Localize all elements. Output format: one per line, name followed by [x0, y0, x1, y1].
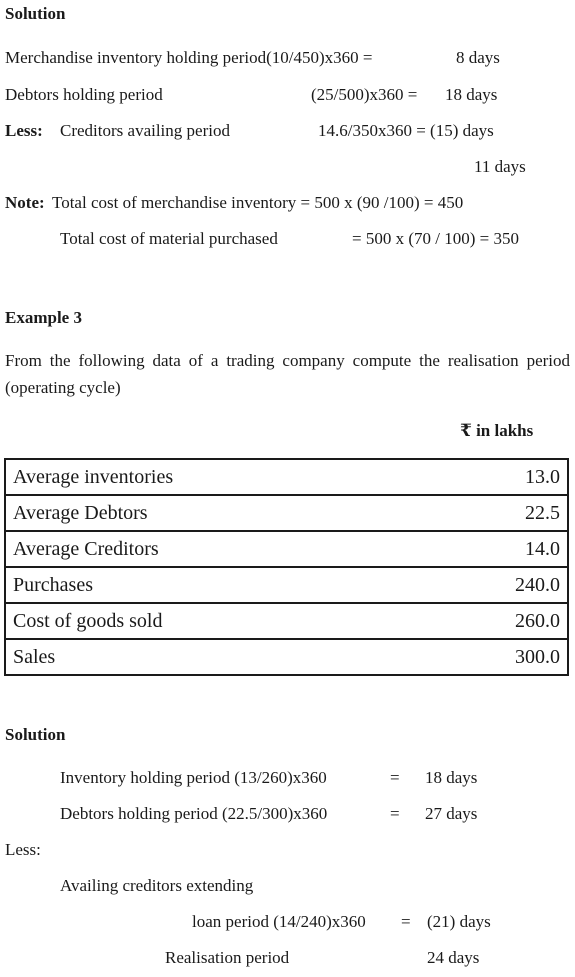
- row-label: Purchases: [5, 567, 433, 603]
- example-text: From the following data of a trading company compute the realisation period (operating cycle): [5, 351, 570, 397]
- row-label: Sales: [5, 639, 433, 675]
- inventory-holding-value: 18 days: [425, 768, 478, 787]
- inventory-holding-label: Inventory holding period (13/260)x360: [60, 768, 327, 787]
- table-row: [5, 603, 568, 639]
- net-days-value: 11 days: [474, 157, 526, 176]
- equals-sign: =: [390, 804, 400, 823]
- debtors-holding-value: 18 days: [445, 85, 498, 104]
- row-value: 240.0: [433, 567, 568, 603]
- availing-creditors-label: Availing creditors extending: [60, 876, 254, 895]
- less-label: Less:: [5, 840, 41, 859]
- debtors-holding-formula: (25/500)x360 =: [311, 85, 418, 104]
- note-line-1: Total cost of merchandise inventory = 500 x (90 /100) = 450: [52, 193, 464, 212]
- less-label: Less:: [5, 121, 43, 140]
- loan-period-value: (21) days: [427, 912, 491, 931]
- realisation-period-label: Realisation period: [165, 948, 290, 967]
- data-table: [4, 458, 569, 676]
- row-label: Average Debtors: [5, 495, 433, 531]
- row-value: 300.0: [433, 639, 568, 675]
- table-row: [5, 459, 568, 495]
- inventory-holding-label: Merchandise inventory holding period(10/450)x360 =: [5, 48, 373, 67]
- table-row: [5, 639, 568, 675]
- row-value: 22.5: [433, 495, 568, 531]
- creditors-availing-formula: 14.6/350x360 = (15) days: [318, 121, 494, 140]
- row-value: 260.0: [433, 603, 568, 639]
- row-value: 14.0: [433, 531, 568, 567]
- debtors-holding-label: Debtors holding period: [5, 85, 163, 104]
- realisation-period-value: 24 days: [427, 948, 480, 967]
- table-row: [5, 567, 568, 603]
- example-heading: Example 3: [5, 308, 82, 327]
- solution-heading: Solution: [5, 725, 66, 744]
- inventory-holding-value: 8 days: [456, 48, 500, 67]
- row-label: Average Creditors: [5, 531, 433, 567]
- loan-period-label: loan period (14/240)x360: [192, 912, 366, 931]
- note-line-2-formula: = 500 x (70 / 100) = 350: [352, 229, 519, 248]
- creditors-availing-label: Creditors availing period: [60, 121, 230, 140]
- equals-sign: =: [401, 912, 411, 931]
- unit-label: ₹ in lakhs: [460, 421, 534, 440]
- row-label: Cost of goods sold: [5, 603, 433, 639]
- row-value: 13.0: [433, 459, 568, 495]
- equals-sign: =: [390, 768, 400, 787]
- table-row: [5, 495, 568, 531]
- debtors-holding-value: 27 days: [425, 804, 478, 823]
- note-label: Note:: [5, 193, 45, 212]
- debtors-holding-label: Debtors holding period (22.5/300)x360: [60, 804, 328, 823]
- row-label: Average inventories: [5, 459, 433, 495]
- table-row: [5, 531, 568, 567]
- solution-heading: Solution: [5, 4, 66, 23]
- note-line-2-label: Total cost of material purchased: [60, 229, 278, 248]
